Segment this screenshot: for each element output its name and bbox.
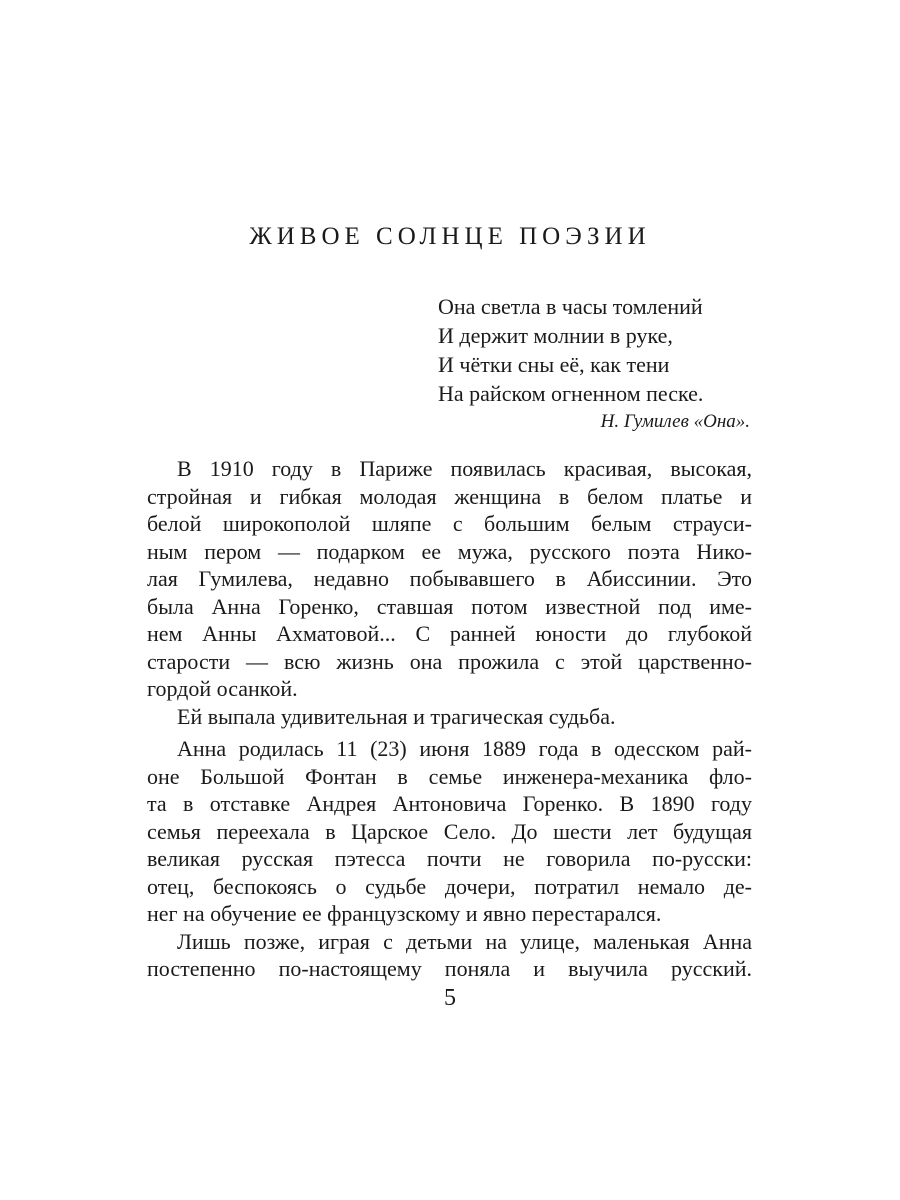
paragraph-line: та в отставке Андрея Антоновича Горенко. В 1890 году	[147, 791, 752, 816]
paragraph-line: ным пером — подарком ее мужа, русского поэта Нико-	[147, 538, 752, 564]
paragraph-line: семья переехала в Царское Село. До шести лет будущая	[147, 818, 752, 844]
epigraph	[438, 292, 768, 436]
paragraph	[147, 928, 752, 983]
paragraph-line: отец, беспокоясь о судьбе дочери, потратил немало де-	[147, 873, 752, 899]
paragraph-line: стройная и гибкая молодая женщина в белом платье и	[147, 483, 752, 509]
paragraph-line: Ей выпала удивительная и трагическая судьба.	[177, 703, 616, 729]
chapter-title: ЖИВОЕ СОЛНЦЕ ПОЭЗИИ	[249, 223, 651, 250]
paragraph-line: гордой осанкой.	[147, 676, 298, 701]
epigraph-line: Она светла в часы томлений	[438, 294, 703, 319]
paragraph-line: старости — всю жизнь она прожила с этой царственно-	[147, 648, 752, 674]
paragraph-line: оне Большой Фонтан в семье инженера-механика фло-	[147, 763, 752, 789]
paragraph-line: нег на обучение ее французскому и явно перестарался.	[147, 901, 662, 926]
epigraph-line: И держит молнии в руке,	[438, 323, 673, 348]
epigraph-attribution: Н. Гумилев «Она».	[600, 411, 750, 432]
paragraph-line: Анна родилась 11 (23) июня 1889 года в одесском рай-	[177, 736, 752, 761]
epigraph-line: На райском огненном песке.	[438, 381, 704, 406]
paragraph	[147, 703, 752, 731]
paragraph-line: белой широкополой шляпе с большим белым страуси-	[147, 511, 752, 536]
paragraph	[147, 455, 752, 703]
paragraph-line: великая русская пэтесса почти не говорила по-русски:	[147, 846, 752, 871]
epigraph-line: И чётки сны её, как тени	[438, 352, 670, 377]
paragraph-line: нем Анны Ахматовой... С ранней юности до глубокой	[147, 621, 752, 646]
paragraph-line: была Анна Горенко, ставшая потом известной под име-	[147, 593, 752, 619]
paragraph-line: Лишь позже, играя с детьми на улице, маленькая Анна	[177, 928, 752, 954]
paragraph-line: постепенно по-настоящему поняла и выучила русский.	[147, 956, 752, 981]
paragraph-line: лая Гумилева, недавно побывавшего в Абиссинии. Это	[147, 566, 752, 591]
page-number: 5	[444, 985, 456, 1011]
paragraph	[147, 735, 752, 928]
text-block-birth	[147, 735, 752, 983]
paragraph-line: В 1910 году в Париже появилась красивая, высокая,	[177, 456, 752, 481]
text-block-paris	[147, 455, 752, 730]
